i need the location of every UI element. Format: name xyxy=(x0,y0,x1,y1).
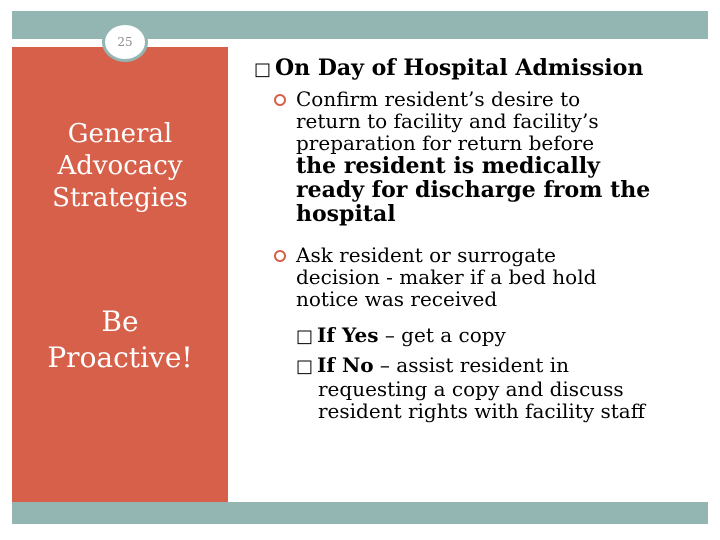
section-subtitle-line: Be xyxy=(101,305,139,338)
sub-bullet-text xyxy=(296,354,706,422)
content-heading-text: On Day of Hospital Admission xyxy=(275,55,644,81)
section-subtitle-line: Proactive! xyxy=(47,341,193,374)
slide-number: 25 xyxy=(117,35,133,49)
left-title-panel xyxy=(12,47,228,502)
bullet-text xyxy=(296,88,706,226)
sub-bullet-text xyxy=(296,324,706,348)
section-subtitle xyxy=(18,304,222,376)
ring-bullet-icon xyxy=(274,94,286,106)
bullet-line: preparation for return before xyxy=(296,131,595,155)
section-title xyxy=(18,118,222,214)
section-title-line: Advocacy xyxy=(57,151,183,181)
bullet-line: decision - maker if a bed hold xyxy=(296,265,597,289)
sub-bullet-label: If No xyxy=(317,353,374,377)
sub-bullet-item xyxy=(296,354,706,422)
sub-bullet-item xyxy=(296,324,706,348)
content-heading xyxy=(254,54,643,84)
bullet-text xyxy=(296,244,706,310)
bullet-line: Confirm resident’s desire to xyxy=(296,87,581,111)
sub-bullet-line: – get a copy xyxy=(378,323,506,347)
bullet-line: notice was received xyxy=(296,287,498,311)
bullet-line: return to facility and facility’s xyxy=(296,109,599,133)
bottom-frame-bar xyxy=(12,502,708,524)
sub-bullet-label: If Yes xyxy=(317,323,379,347)
bullet-emphasis-line: the resident is medically xyxy=(296,153,600,179)
slide-number-badge xyxy=(102,22,148,62)
section-title-line: Strategies xyxy=(52,183,188,213)
section-title-line: General xyxy=(67,119,173,149)
bullet-line: Ask resident or surrogate xyxy=(296,243,557,267)
bullet-emphasis-line: hospital xyxy=(296,201,396,227)
square-bullet-icon: □ xyxy=(296,326,314,347)
sub-bullet-continuation: resident rights with facility staff xyxy=(318,399,645,423)
square-bullet-icon: □ xyxy=(254,59,272,80)
square-bullet-icon: □ xyxy=(296,356,314,377)
sub-bullet-continuation: requesting a copy and discuss xyxy=(318,377,624,401)
ring-bullet-icon xyxy=(274,250,286,262)
bullet-emphasis-line: ready for discharge from the xyxy=(296,177,651,203)
sub-bullet-line: – assist resident in xyxy=(373,353,570,377)
